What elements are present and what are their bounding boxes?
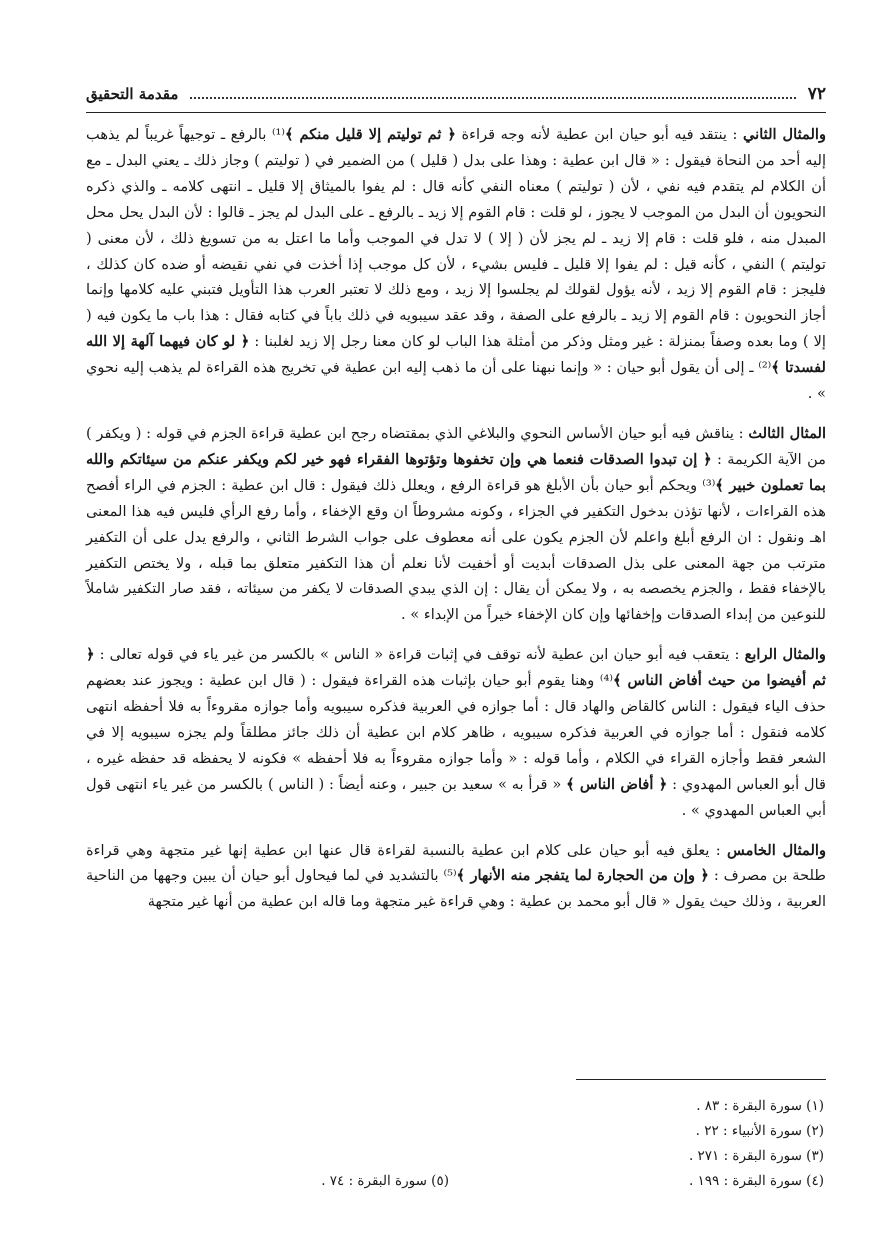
example-label: والمثال الخامس [727,841,827,859]
text-run: ⁽⁴⁾ وهنا يقوم أبو حيان بإثبات هذه القراءة فيقول : ( قال ابن عطية : ويجوز عند بعضهم حذف الياء فيقول : الناس كالقاض والهاد قال : أما جوازه في العربية فذكره سيبويه وأما جوازه مقروءاً به فلا أحفظه انتهى كلامه فنقول : أما جوازه في العربية فذكره سيبويه ، ظاهر كلام ابن عطية أن ذلك جائز مطلقاً ولم يجزه سيبويه إلا في الشعر فقط وأجازه القراء في الكلام ، وأما قوله : « وأما جوازه مقروءاً به فلا أحفظه » فكونه لا يحفظه قد حفظه غيره ، قال أبو العباس المهدوي : [86,672,826,793]
running-header [86,76,826,113]
footnote: (٢) سورة الأنبياء : ٢٢ . [695,1123,824,1139]
footnotes-column-left [229,1169,449,1194]
quran-quote: ﴿ أفاض الناس ﴾ [566,775,668,793]
footnote: (٣) سورة البقرة : ٢٧١ . [688,1148,824,1164]
footnote-separator [576,1079,826,1080]
quran-quote: ﴿ وإن من الحجارة لما يتفجر منه الأنهار ﴾ [456,867,709,885]
text-run: : يتعقب فيه أبو حيان ابن عطية لأنه توقف في إثبات قراءة « الناس » بالكسر من غير ياء في قوله تعالى : [94,646,740,664]
example-label: والمثال الثاني [743,126,826,143]
paragraph-example-3 [86,421,826,628]
footnotes [264,1094,824,1224]
text-run: : يعلق فيه أبو حيان على كلام ابن عطية بالنسبة لقراءة قال عنها ابن عطية إنها غير متجهة وهي قراءة طلحة بن مصرف : [86,841,826,885]
footnote: (٥) سورة البقرة : ٧٤ . [321,1173,449,1189]
running-title: مقدمة التحقيق [86,85,179,103]
paragraph-example-5 [86,838,826,916]
text-run: ⁽³⁾ ويحكم أبو حيان بأن الأبلغ هو قراءة الرفع ، ويعلل ذلك فيقول : قال ابن عطية : الجزم في الراء أفصح هذه القراءات ، لأنها تؤذن بدخول التكفير في الجزاء ، وكونه مشروطاً ان وقع الإخفاء ، وأما رفع الرأي فليس فيه هذا المعنى اهـ ونقول : ان الرفع أبلغ واعلم لأن الجزم يكون على أنه معطوف على جواب الشرط الثاني ، والرفع يدل على أن التكفير مترتب من جهة المعنى على بذل الصدقات أبديت أو أخفيت لأنا نعلم أن هذا التكفير متعلق بما قبله ، ولا يختص التكفير بالإخفاء فقط ، والجزم يخصصه به ، ولا يمكن أن يقال : إن الذي يبدي الصدقات لا يكفر من سيئاته ، فقد صار التكفير شاملاً للنوعين من إبداء الصدقات وإخفائها وإن كان الإخفاء خيراً من الإبداء » . [86,476,826,624]
text-run: : ينتقد فيه أبو حيان ابن عطية لأنه وجه قراءة [455,126,738,143]
quran-quote: ﴿ ثم أفيضوا من حيث أفاض الناس ﴾ [86,646,826,690]
quran-quote: ﴿ ثم توليتم إلا قليل منكم ﴾ [285,126,456,143]
quran-quote: ﴿ لو كان فيهما آلهة إلا الله لفسدتا ﴾ [86,333,826,377]
text-run: « قرأ به » سعيد بن جبير ، وعنه أيضاً : ( الناس ) بالكسر من غير ياء انتهى قول أبي العباس المهدوي » . [86,775,826,819]
footnote: (١) سورة البقرة : ٨٣ . [696,1098,824,1114]
paragraph-example-4 [86,642,826,823]
example-label: والمثال الرابع [744,646,826,664]
example-label: المثال الثالث [748,424,827,442]
text-run: ⁽²⁾ ـ إلى أن يقول أبو حيان : « وإنما نبهنا على أن ما ذهب إليه ابن عطية في تخريج هذه القراءة لم يذهب إليه نحوي » . [86,359,826,403]
main-text [86,122,826,929]
text-run: ⁽¹⁾ بالرفع ـ توجيهاً غريباً لم يذهب إليه أحد من النحاة فيقول : « قال ابن عطية : وهذا على بدل ( قليل ) من الضمير في ( توليتم ) وجاز ذلك ـ يعني البدل ـ مع أن الكلام لم يتقدم فيه نفي ، لأن ( توليتم ) معناه النفي كأنه قال : لم يفوا بالميثاق إلا قليل ـ انتهى كلامه ـ والذي ذكره النحويون أن البدل من الموجب لا يجوز ، لو قلت : قام القوم إلا زيد ـ بالرفع ـ على البدل لم يجز ـ قالوا : لأن البدل يحل محل المبدل منه ، فلو قلت : قام إلا زيد ـ لم يجز لأن ( إلا ) لا تدل في الموجب وأما ما اعتل به من تسويغ ذلك ، لأن معنى ( توليتم ) النفي ، كأنه قيل : لم يفوا إلا قليل ـ فليس بشيء ، لأن كل موجب إذا أخذت في نفي نقيضه أو ضده كان كذلك ، فليجز : قام القوم إلا زيد ، لأنه يؤول لقولك لم يجلسوا إلا زيد ، ومع ذلك لا تعتبر العرب هذا التأويل فتبني عليه كلامها وإنما أجاز النحويون : قام القوم إلا زيد ـ بالرفع على الصفة ، وقد عقد سيبويه في ذلك باباً في كتابه فقال : هذا باب ما يكون فيه ( إلا ) وما بعده وصفاً بمنزلة : غير ومثل وذكر من أمثلة هذا الباب لو كان معنا رجل إلا زيد لغلبنا : [86,126,826,351]
page-number: ٧٢ [807,84,826,104]
footnote: (٤) سورة البقرة : ١٩٩ . [688,1173,824,1189]
header-dot-leader [190,97,795,99]
text-run: : يناقش فيه أبو حيان الأساس النحوي والبلاغي الذي بمقتضاه رجح ابن عطية قراءة الجزم في قوله : ( ويكفر ) من الآية الكريمة : [86,424,826,468]
footnotes-column-right [584,1094,824,1194]
text-run: ⁽⁵⁾ بالتشديد في لما فيحاول أبو حيان أن يبين وجهها من الناحية العربية ، وذلك حيث يقول « قال أبو محمد بن عطية : وهي قراءة غير متجهة وما قاله ابن عطية من أنها غير متجهة [86,867,826,911]
paragraph-example-2 [86,122,826,407]
quran-quote: ﴿ إن تبدوا الصدقات فنعما هي وإن تخفوها وتؤتوها الفقراء فهو خير لكم ويكفر عنكم من سيئاتكم والله بما تعملون خبير ﴾ [86,450,826,494]
